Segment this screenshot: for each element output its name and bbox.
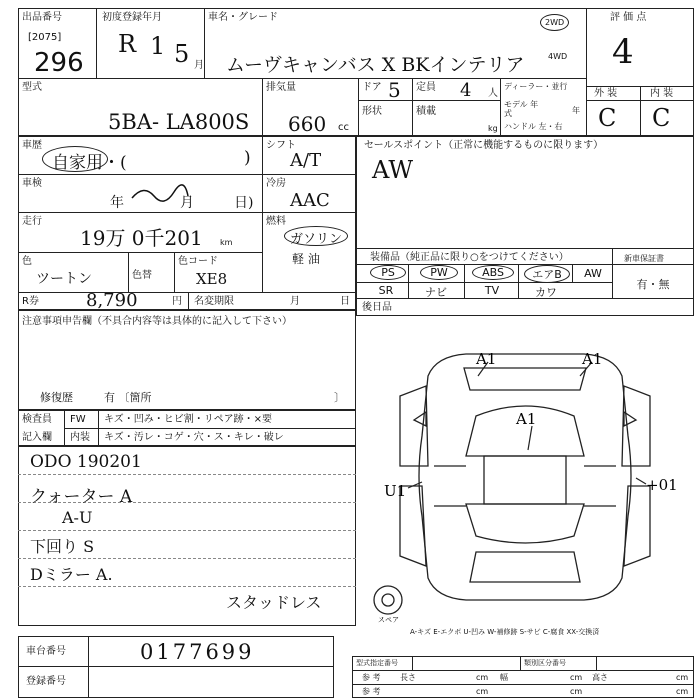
- color-code-label: 色コード: [178, 256, 218, 267]
- repair-label: 修復歴: [40, 391, 73, 404]
- divider: [520, 656, 521, 670]
- width-label: 幅: [500, 673, 508, 682]
- history-value: 自家用・(: [52, 153, 127, 173]
- divider: [18, 292, 356, 293]
- equip-aw: AW: [584, 267, 602, 280]
- inspection-label: 車検: [22, 178, 42, 189]
- fuel-label: 燃料: [266, 216, 286, 227]
- chassis-value: 0177699: [140, 640, 255, 664]
- equip-leather: カワ: [535, 286, 557, 299]
- divider: [64, 428, 356, 429]
- exterior-value: C: [598, 104, 617, 132]
- reg-label: 登録番号: [26, 676, 66, 687]
- displacement-label: 排気量: [266, 82, 296, 93]
- color-code-value: XE8: [196, 270, 228, 288]
- name-change-label: 名変期限: [194, 296, 234, 307]
- divider: [352, 670, 694, 671]
- divider: [586, 8, 587, 136]
- first-reg-month: 5: [174, 40, 190, 68]
- ac-value: AAC: [290, 190, 330, 211]
- divider: [518, 264, 519, 298]
- color-label: 色: [22, 256, 32, 267]
- chassis-label: 車台番号: [26, 646, 66, 657]
- divider: [188, 292, 189, 310]
- model-value: 5BA- LA800S: [108, 110, 250, 134]
- height-unit: cm: [676, 673, 689, 682]
- equip-navi: ナビ: [425, 286, 447, 299]
- remark-line-2: クォーター A: [30, 487, 133, 507]
- car-name: ムーヴキャンバス X BKインテリア: [226, 54, 525, 76]
- drive-2wd: 2WD: [540, 14, 569, 31]
- divider: [572, 264, 573, 282]
- length-unit: cm: [476, 673, 489, 682]
- recycle-unit: 円: [172, 296, 182, 307]
- divider: [596, 656, 597, 670]
- model-label: 型式: [22, 82, 42, 93]
- damage-legend: A-キズ E-エクボ U-凹み W-補修跡 S-サビ C-腐食 XX-交換済: [410, 628, 600, 636]
- length-label: 長さ: [400, 673, 416, 682]
- height-label: 高さ: [592, 673, 608, 682]
- recycle-label: R券: [22, 296, 39, 307]
- inspector-line1: キズ・凹み・ヒビ割・リペア跡・×要: [104, 414, 272, 425]
- divider: [18, 252, 262, 253]
- divider: [18, 174, 356, 175]
- shift-value: A/T: [290, 150, 322, 171]
- model-year-label: モデル 年式: [504, 100, 539, 118]
- ruled-line: [18, 474, 356, 475]
- mileage-value: 19万 0千201: [80, 226, 203, 250]
- fuel-circle: [284, 226, 348, 246]
- later-label: 後日品: [362, 302, 392, 313]
- car-name-label: 車名・グレード: [208, 12, 278, 23]
- divider: [408, 264, 409, 298]
- lot-sub: [2075]: [28, 32, 62, 43]
- handle-label: ハンドル 左・右: [504, 122, 563, 131]
- grade-label: 評 価 点: [610, 12, 647, 23]
- divider: [412, 78, 413, 136]
- divider: [204, 8, 205, 78]
- divider: [18, 666, 334, 667]
- remark-line-3: A-U: [62, 508, 93, 527]
- mark-a1-roof: A1: [516, 410, 537, 428]
- warranty-value: 有・無: [636, 278, 670, 291]
- inspection-month: 月: [180, 195, 194, 211]
- model-year-unit: 年: [572, 106, 580, 115]
- divider: [262, 136, 263, 292]
- divider: [612, 248, 613, 298]
- inspection-day: 日): [234, 195, 254, 211]
- divider: [356, 298, 694, 299]
- capacity-label: 定員: [416, 82, 436, 93]
- inspector-label-1: 検査員: [22, 414, 52, 425]
- repair-value: 有 〔箇所: [104, 391, 152, 404]
- inspector-interior: 内装: [70, 432, 90, 443]
- repair-close: 〕: [334, 391, 345, 404]
- history-circle: [42, 146, 108, 172]
- equip-airbag: エアB: [524, 265, 570, 283]
- history-label: 車歴: [22, 140, 42, 151]
- mark-01-right: +01: [646, 476, 678, 494]
- divider: [500, 78, 501, 136]
- inspection-scribble: [130, 182, 190, 208]
- ruled-line: [18, 558, 356, 559]
- width-unit: cm: [570, 673, 583, 682]
- exterior-label: 外 装: [594, 88, 618, 99]
- capacity-value: 4: [460, 80, 472, 101]
- height-unit-2: cm: [676, 687, 689, 696]
- inspector-fw: FW: [70, 414, 86, 425]
- divider: [88, 636, 89, 698]
- divider: [356, 282, 612, 283]
- dealer-label: ディーラー・並行: [504, 82, 568, 91]
- mileage-label: 走行: [22, 216, 42, 227]
- door-value: 5: [388, 78, 401, 102]
- divider: [356, 248, 694, 249]
- equip-ps: PS: [370, 265, 406, 280]
- spec-label-2: 類別区分番号: [524, 659, 566, 667]
- capacity-unit: 人: [488, 88, 498, 99]
- mileage-unit: km: [220, 238, 233, 247]
- remark-line-6: スタッドレス: [226, 593, 322, 612]
- divider: [356, 264, 694, 265]
- divider: [128, 252, 129, 292]
- divider: [586, 100, 694, 101]
- divider: [174, 252, 175, 292]
- shift-label: シフト: [266, 140, 296, 151]
- color-value: ツートン: [36, 271, 92, 287]
- fuel-value: ガソリン: [290, 232, 343, 247]
- door-label: ドア: [362, 82, 382, 93]
- width-unit-2: cm: [570, 687, 583, 696]
- divider: [262, 78, 263, 136]
- grade-value: 4: [612, 32, 634, 72]
- divider: [358, 100, 500, 101]
- divider: [640, 86, 641, 136]
- spec-label-1: 型式指定番号: [356, 659, 398, 667]
- divider: [352, 684, 694, 685]
- ref-label-2: 参 考: [362, 687, 381, 696]
- lot-number: 296: [34, 48, 84, 78]
- ref-label: 参 考: [362, 673, 381, 682]
- first-reg-year: 1: [150, 32, 166, 60]
- load-label: 積載: [416, 106, 436, 117]
- equip-tv: TV: [484, 284, 500, 297]
- load-unit: kg: [488, 124, 498, 133]
- spare-label: スペア: [378, 616, 399, 624]
- interior-value: C: [652, 104, 671, 132]
- warranty-label: 新車保証書: [624, 254, 664, 263]
- equip-pw: PW: [420, 265, 458, 280]
- first-reg-month-unit: 月: [194, 60, 204, 71]
- length-unit-2: cm: [476, 687, 489, 696]
- lot-label: 出品番号: [22, 12, 62, 23]
- mark-u1-left: U1: [384, 482, 407, 500]
- inspection-year: 年: [110, 195, 124, 211]
- color-change-label: 色替: [132, 270, 152, 281]
- sales-value: AW: [372, 156, 414, 184]
- name-change-day: 日: [340, 296, 350, 307]
- name-change-month: 月: [290, 296, 300, 307]
- remark-line-5: Dミラー A.: [30, 565, 113, 584]
- shape-label: 形状: [362, 106, 382, 117]
- remark-line-4: 下回り S: [30, 537, 95, 556]
- first-reg-era: R: [118, 30, 137, 58]
- inspector-line2: キズ・汚レ・コゲ・穴・ス・キレ・破レ: [104, 432, 284, 443]
- inspector-label-2: 記入欄: [22, 432, 52, 443]
- mark-a1-front-right: A1: [582, 350, 603, 368]
- car-diagram: [356, 316, 694, 626]
- displacement-unit: cc: [338, 122, 349, 133]
- fuel-option2: 軽 油: [292, 252, 320, 266]
- sales-label: セールスポイント（正常に機能するものに限ります）: [364, 140, 604, 151]
- ruled-line: [18, 586, 356, 587]
- remark-line-1: ODO 190201: [30, 452, 142, 472]
- equip-abs: ABS: [472, 265, 514, 280]
- interior-label: 内 装: [650, 88, 674, 99]
- divider: [412, 656, 413, 670]
- first-reg-label: 初度登録年月: [102, 12, 162, 23]
- divider: [464, 264, 465, 298]
- divider: [358, 78, 359, 136]
- divider: [18, 212, 356, 213]
- equip-sr: SR: [378, 284, 394, 297]
- equipment-label: 装備品（純正品に限り○をつけてください）: [370, 252, 569, 263]
- displacement-value: 660: [288, 112, 327, 136]
- history-close: ): [244, 148, 251, 168]
- mark-a1-front-left: A1: [476, 350, 497, 368]
- drive-4wd: 4WD: [548, 52, 568, 61]
- ac-label: 冷房: [266, 178, 286, 189]
- divider: [96, 8, 97, 78]
- notes-label: 注意事項申告欄（不具合内容等は具体的に記入して下さい）: [22, 316, 292, 327]
- ruled-line: [18, 530, 356, 531]
- recycle-value: 8,790: [86, 290, 138, 311]
